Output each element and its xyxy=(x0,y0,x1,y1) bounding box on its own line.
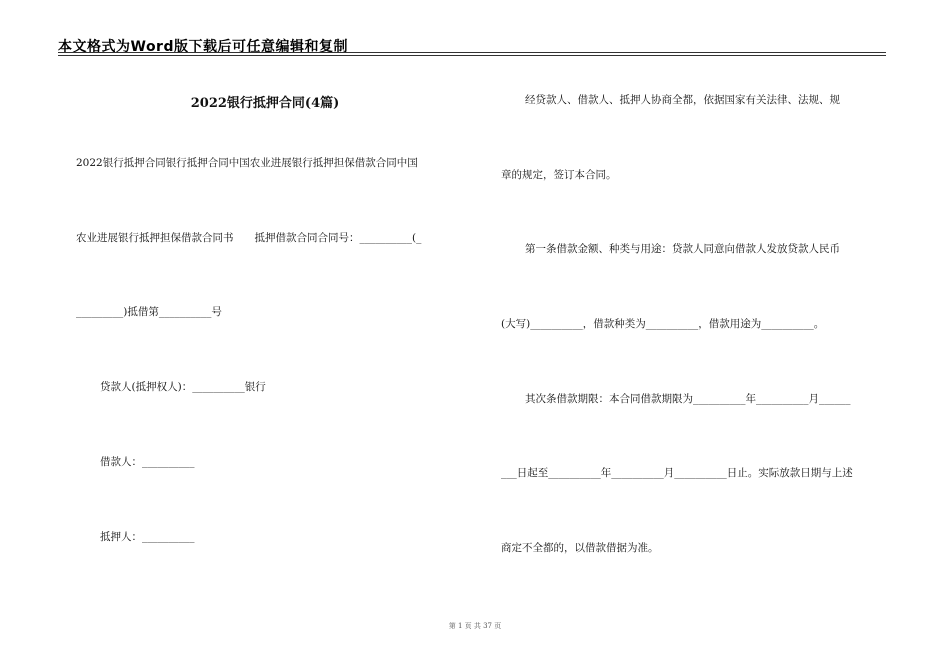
page-indicator: 第 1 页 共 37 页 xyxy=(448,622,502,630)
borrower-line: 借款人：__________ xyxy=(100,456,195,468)
banner-divider-secondary xyxy=(58,55,886,56)
document-banner: 本文格式为Word版下载后可任意编辑和复制 xyxy=(58,39,348,55)
left-paragraph-line: 农业进展银行抵押担保借款合同书 抵押借款合同合同号：__________(_ xyxy=(76,232,422,244)
right-paragraph-line: 经贷款人、借款人、抵押人协商全都，依据国家有关法律、法规、规 xyxy=(525,94,840,106)
lender-line: 贷款人(抵押权人)：__________银行 xyxy=(100,381,266,393)
article-2-line: 其次条借款期限：本合同借款期限为__________年__________月______ xyxy=(525,393,851,405)
article-1-line: 第一条借款金额、种类与用途：贷款人同意向借款人发放贷款人民币 xyxy=(525,243,840,255)
left-paragraph-line: 2022银行抵押合同银行抵押合同中国农业进展银行抵押担保借款合同中国 xyxy=(76,157,418,169)
article-1-line: (大写)__________，借款种类为__________，借款用途为__________。 xyxy=(501,318,825,330)
left-paragraph-line: _________)抵借第__________号 xyxy=(76,306,222,318)
article-2-line: 商定不全都的，以借款借据为准。 xyxy=(501,542,659,554)
banner-divider xyxy=(58,52,886,53)
article-2-line: ___日起至__________年__________月__________日止。实际放款日期与上述 xyxy=(501,467,853,479)
mortgagor-line: 抵押人：__________ xyxy=(100,531,195,543)
right-paragraph-line: 章的规定，签订本合同。 xyxy=(501,169,617,181)
document-title: 2022银行抵押合同(4篇) xyxy=(190,96,340,111)
